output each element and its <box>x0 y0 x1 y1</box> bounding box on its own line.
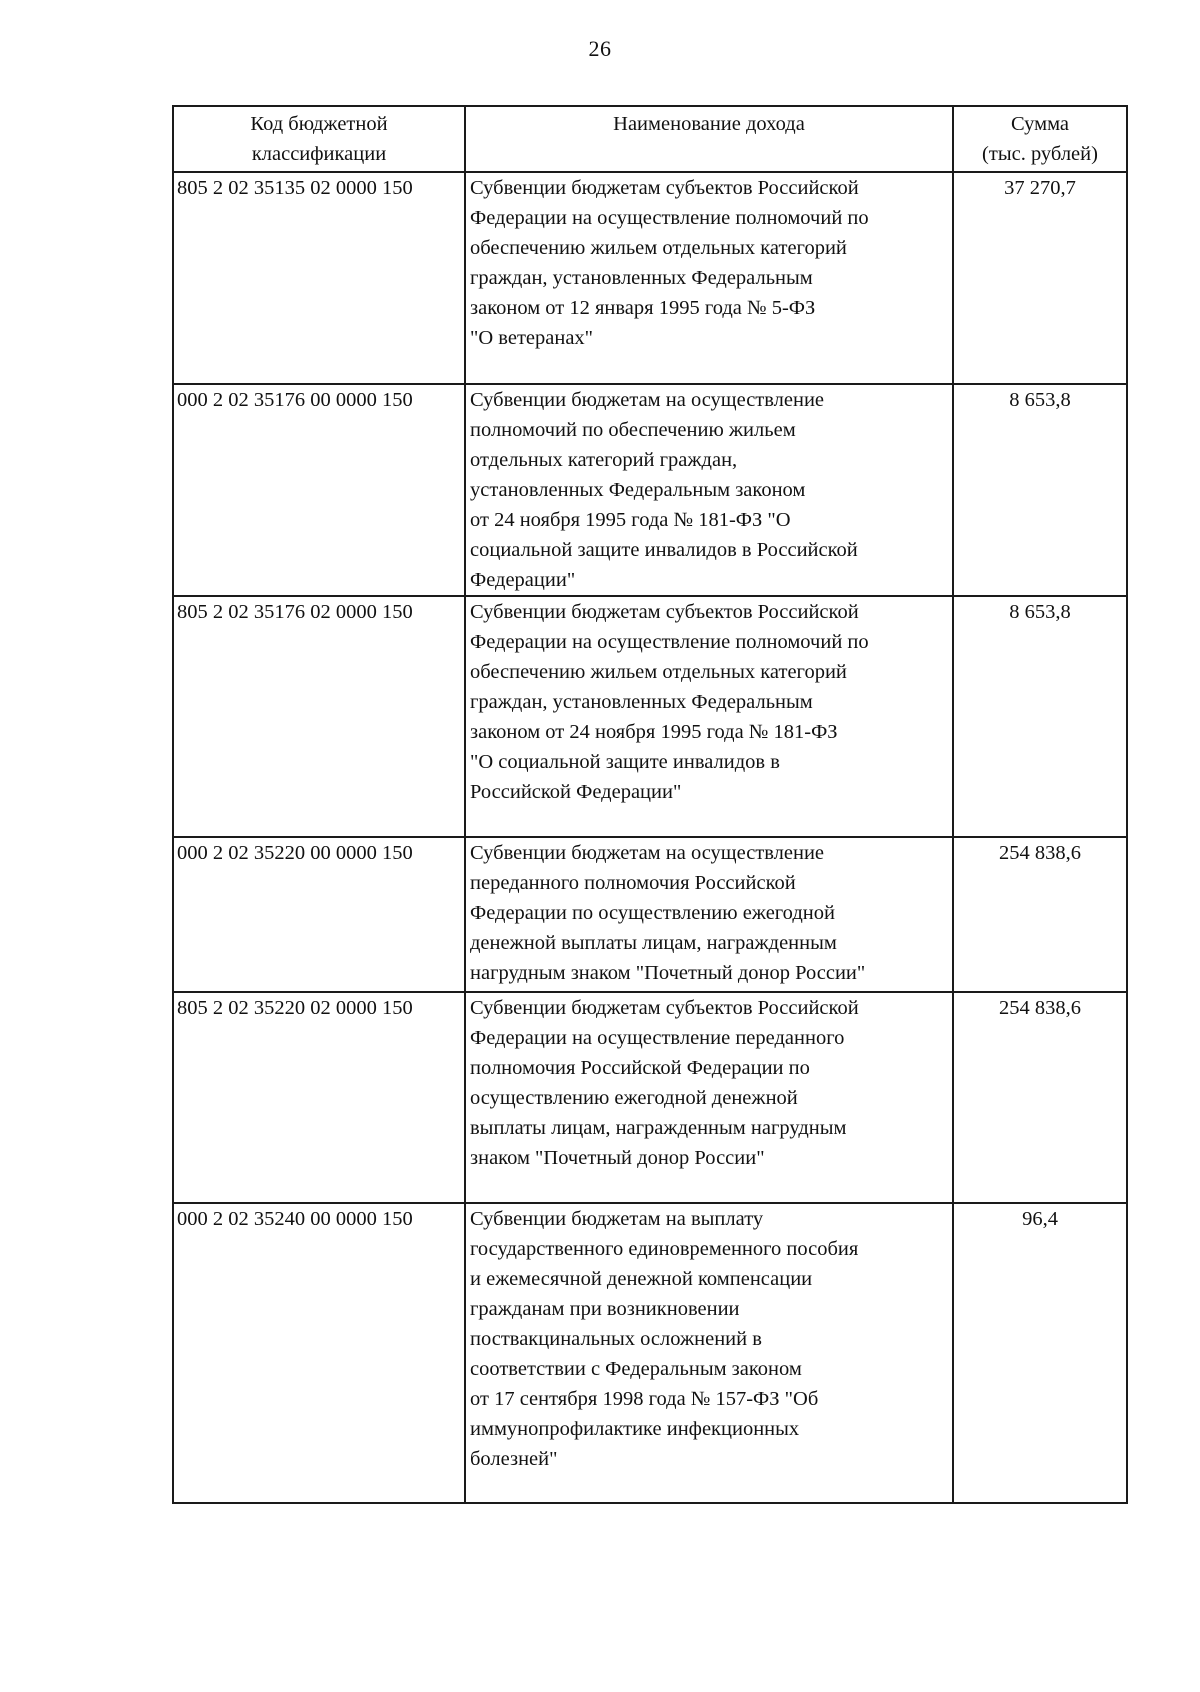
row-code: 000 2 02 35240 00 0000 150 <box>173 1203 465 1503</box>
row-code: 805 2 02 35135 02 0000 150 <box>173 172 465 384</box>
table-row <box>173 837 1127 992</box>
table-header-row <box>173 106 1127 172</box>
table-row <box>173 1203 1127 1503</box>
page-number: 26 <box>588 36 612 61</box>
header-code-line-1: Код бюджетной <box>250 113 388 135</box>
row-name: Субвенции бюджетам субъектов Российской Федерации на осуществление полномочий по обеспечению жильем отдельных категорий граждан, установленных Федеральным законом от 12 января 1995 года № 5-ФЗ "О ветеранах" <box>465 172 953 384</box>
row-name: Субвенции бюджетам на осуществление переданного полномочия Российской Федерации по осуществлению ежегодной денежной выплаты лицам, награжденным нагрудным знаком "Почетный донор России" <box>465 837 953 992</box>
row-code: 000 2 02 35220 00 0000 150 <box>173 837 465 992</box>
table-row <box>173 384 1127 596</box>
row-sum: 96,4 <box>953 1203 1127 1503</box>
row-sum: 8 653,8 <box>953 596 1127 837</box>
budget-income-table <box>172 105 1128 1504</box>
header-sum-line-2: (тыс. рублей) <box>982 143 1098 165</box>
header-name <box>465 106 953 172</box>
header-sum-line-1: Сумма <box>1010 113 1070 135</box>
table-row <box>173 992 1127 1203</box>
row-sum: 254 838,6 <box>953 992 1127 1203</box>
table-row <box>173 172 1127 384</box>
row-name: Субвенции бюджетам на осуществление полномочий по обеспечению жильем отдельных категорий граждан, установленных Федеральным законом от 24 ноября 1995 года № 181-ФЗ "О социальной защите инвалидов в Российской Федерации" <box>465 384 953 596</box>
header-name-line-1: Наименование дохода <box>613 113 805 135</box>
row-sum: 254 838,6 <box>953 837 1127 992</box>
row-code: 000 2 02 35176 00 0000 150 <box>173 384 465 596</box>
row-sum: 8 653,8 <box>953 384 1127 596</box>
row-code: 805 2 02 35176 02 0000 150 <box>173 596 465 837</box>
row-sum: 37 270,7 <box>953 172 1127 384</box>
row-name: Субвенции бюджетам субъектов Российской Федерации на осуществление полномочий по обеспечению жильем отдельных категорий граждан, установленных Федеральным законом от 24 ноября 1995 года № 181-ФЗ "О социальной защите инвалидов в Российской Федерации" <box>465 596 953 837</box>
header-code-line-2: классификации <box>251 143 387 165</box>
header-sum <box>953 106 1127 172</box>
table-row <box>173 596 1127 837</box>
row-code: 805 2 02 35220 02 0000 150 <box>173 992 465 1203</box>
row-name: Субвенции бюджетам субъектов Российской Федерации на осуществление переданного полномочия Российской Федерации по осуществлению ежегодной денежной выплаты лицам, награжденным нагрудным знаком "Почетный донор России" <box>465 992 953 1203</box>
header-code <box>173 106 465 172</box>
row-name: Субвенции бюджетам на выплату государственного единовременного пособия и ежемесячной денежной компенсации гражданам при возникновении поствакцинальных осложнений в соответствии с Федеральным законом от 17 сентября 1998 года № 157-ФЗ "Об иммунопрофилактике инфекционных болезней" <box>465 1203 953 1503</box>
